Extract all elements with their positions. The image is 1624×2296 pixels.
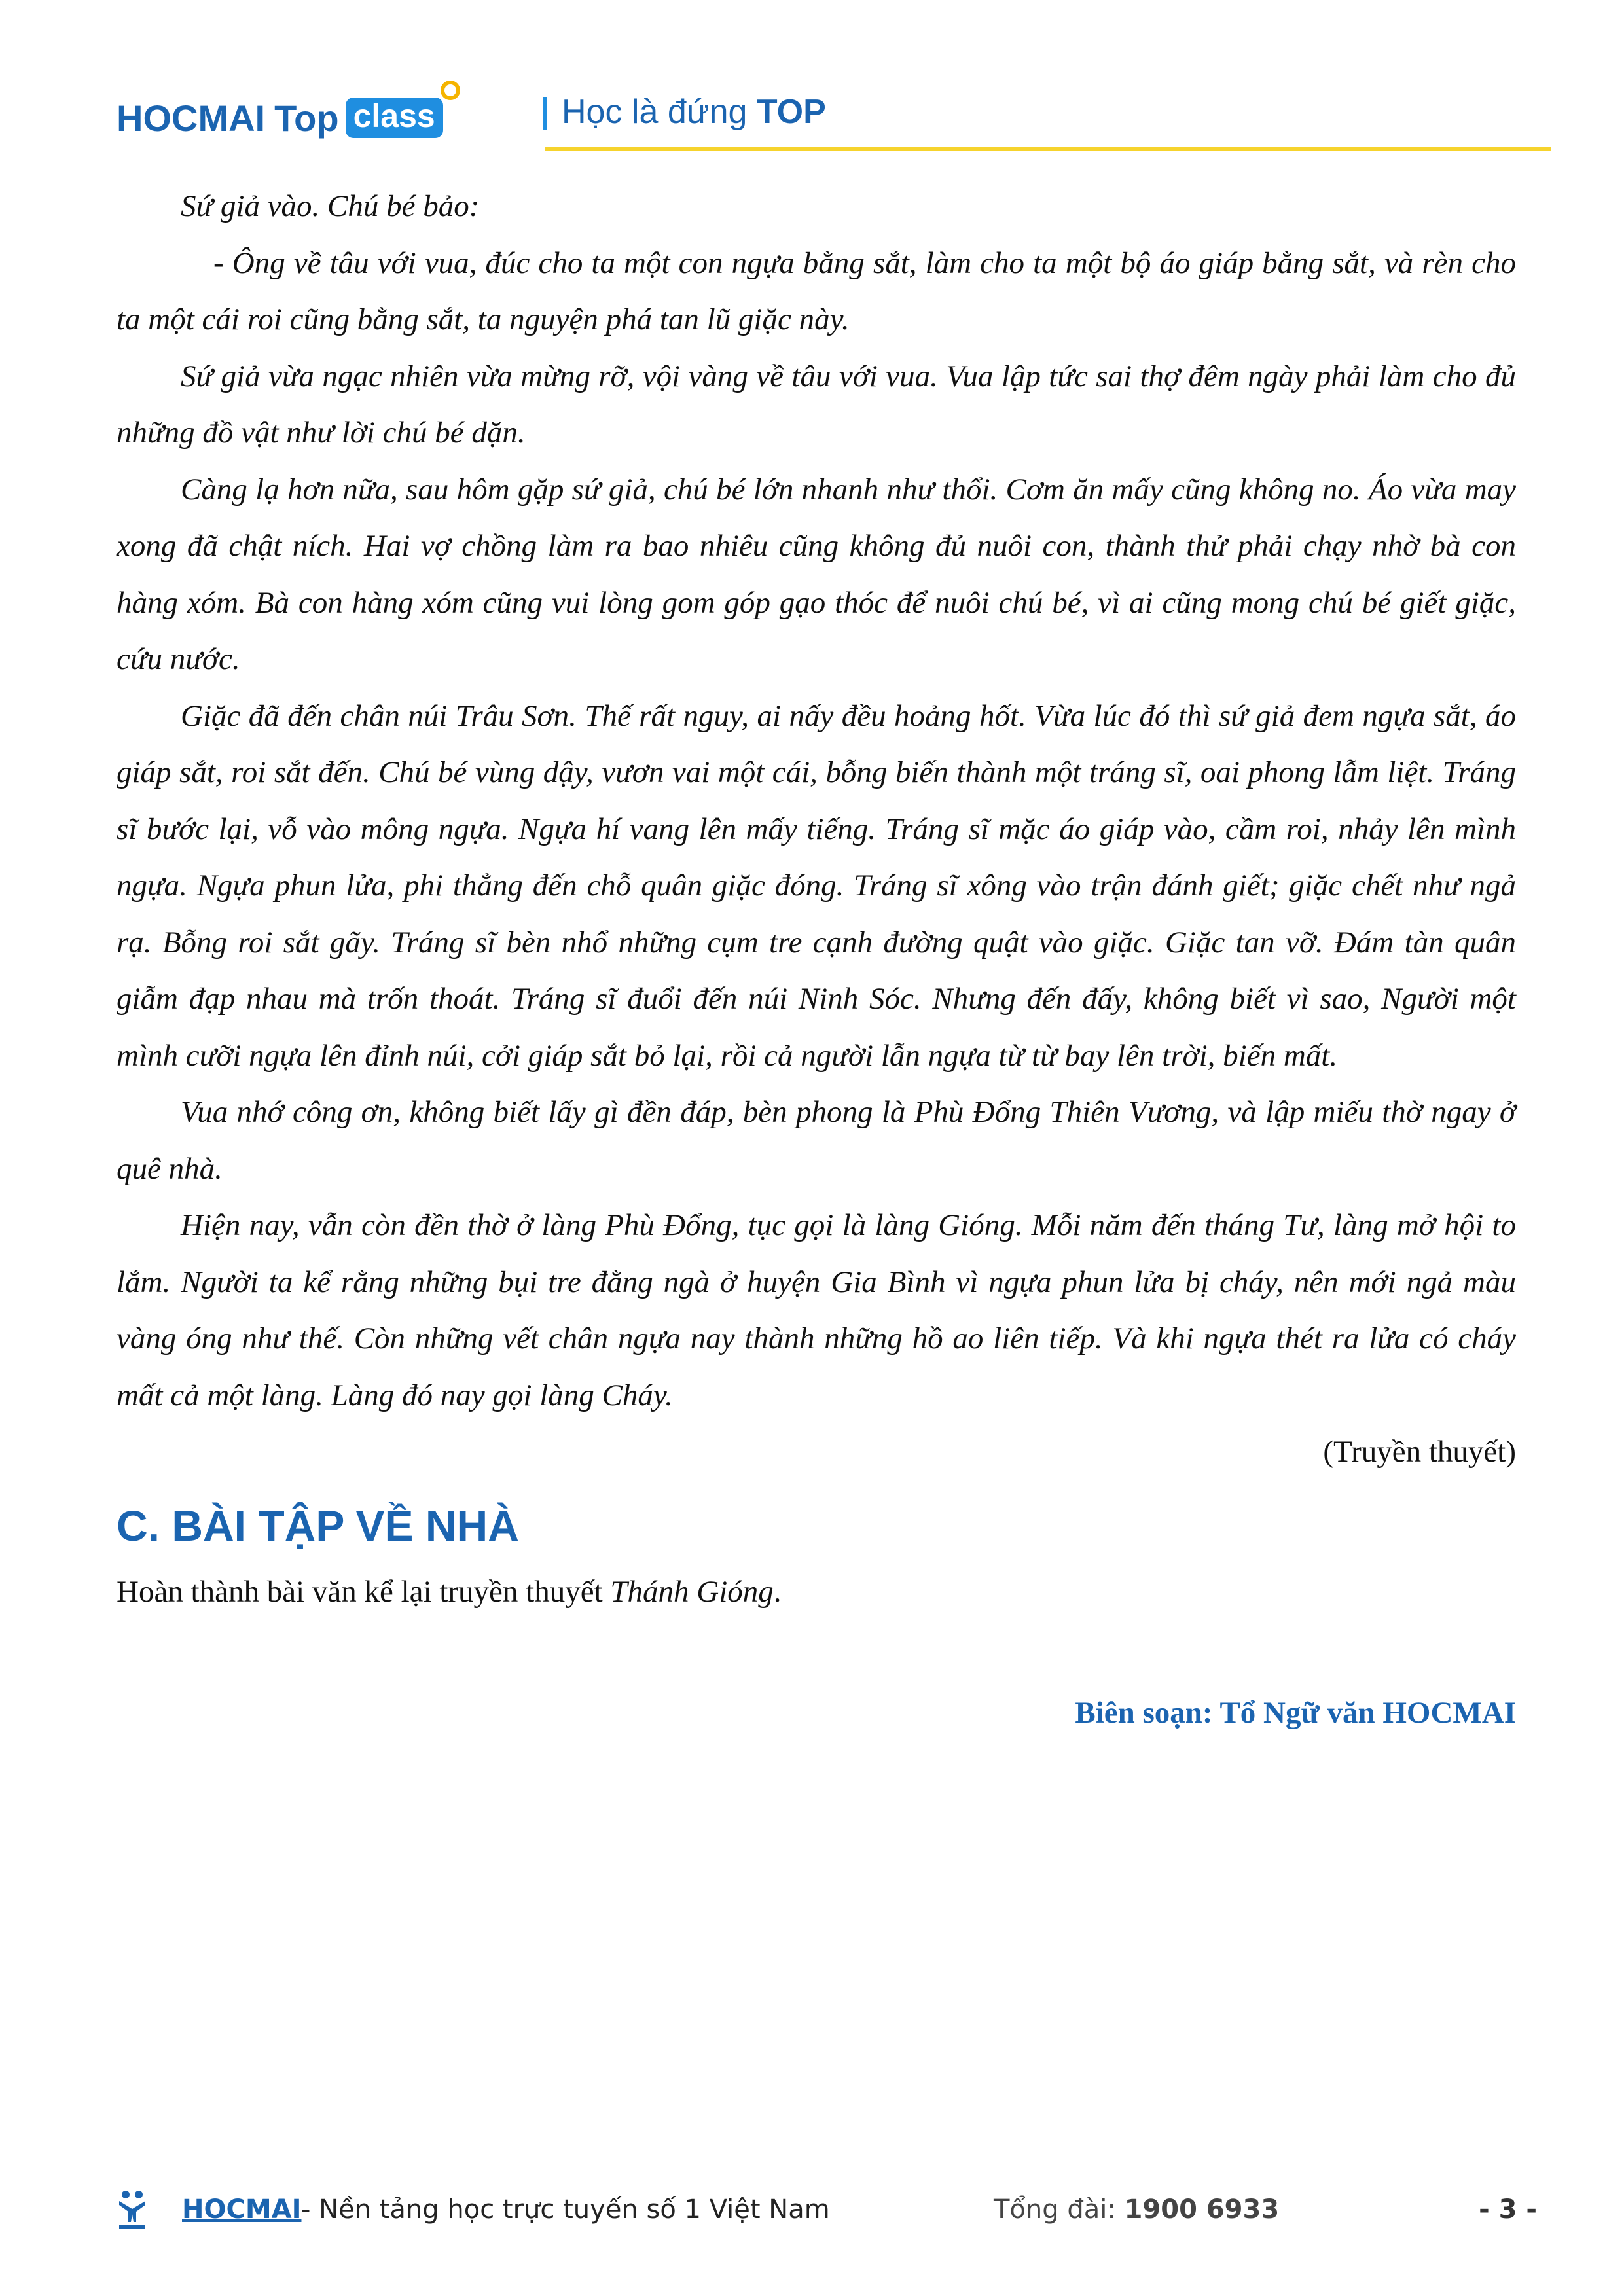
slogan-emphasis: TOP: [756, 93, 826, 131]
paragraph-4: Càng lạ hơn nữa, sau hôm gặp sứ giả, chú bé lớn nhanh như thổi. Cơm ăn mấy cũng không no. Áo vừa may xong đã chật ních. Hai vợ chồng làm ra bao nhiêu cũng không đủ nuôi con, thành thử phải chạy nhờ bà con hàng xóm. Bà con hàng xóm cũng vui lòng gom góp gạo thóc để nuôi chú bé, vì ai cũng mong chú bé giết giặc, cứu nước.: [117, 472, 1516, 676]
logo-brand-text: HOCMAI: [117, 97, 266, 139]
paragraph-2: - Ông về tâu với vua, đúc cho ta một con ngựa bằng sắt, làm cho ta một bộ áo giáp bằng sắt, và rèn cho ta một cái roi cũng bằng sắt, ta nguyện phá tan lũ giặc này.: [117, 245, 1516, 336]
page-footer: [117, 2189, 1537, 2229]
gear-icon: [441, 81, 460, 100]
paragraph-6: Vua nhớ công ơn, không biết lấy gì đền đáp, bèn phong là Phù Đổng Thiên Vương, và lập miếu thờ ngay ở quê nhà.: [117, 1095, 1516, 1186]
document-body: [117, 178, 1516, 1741]
page-number: - 3 -: [1479, 2195, 1537, 2225]
footer-brand-link[interactable]: HOCMAI: [182, 2195, 302, 2225]
header-separator: [543, 97, 547, 130]
footer-tagline: - Nền tảng học trực tuyến số 1 Việt Nam: [301, 2195, 830, 2225]
slogan-prefix: Học là đứng: [562, 93, 757, 131]
hocmai-topclass-logo[interactable]: [117, 85, 443, 151]
logo-class-badge: [346, 98, 443, 138]
hotline-number: 1900 6933: [1124, 2195, 1280, 2225]
logo-class-text: class: [353, 98, 435, 134]
homework-instruction: [117, 1562, 1516, 1622]
section-heading: C. BÀI TẬP VỀ NHÀ: [117, 1501, 519, 1550]
homework-end: .: [773, 1574, 782, 1609]
hocmai-people-icon: [117, 2189, 148, 2230]
paragraph-7: Hiện nay, vẫn còn đền thờ ở làng Phù Đổng, tục gọi là làng Gióng. Mỗi năm đến tháng Tư, làng mở hội to lắm. Người ta kể rằng những bụi tre đằng ngà ở huyện Gia Bình vì ngựa phun lửa bị cháy, nên mới ngả màu vàng óng như thế. Còn những vết chân ngựa nay thành những hồ ao liên tiếp. Và khi ngựa thét ra lửa có cháy mất cả một làng. Làng đó nay gọi làng Cháy.: [117, 1208, 1516, 1412]
paragraph-3: Sứ giả vừa ngạc nhiên vừa mừng rỡ, vội vàng về tâu với vua. Vua lập tức sai thợ đêm ngày phải làm cho đủ những đồ vật như lời chú bé dặn.: [117, 359, 1516, 450]
hotline-label: Tổng đài:: [994, 2195, 1125, 2225]
footer-hotline: [994, 2195, 1279, 2225]
author-credit: Biên soạn: Tổ Ngữ văn HOCMAI: [1075, 1695, 1516, 1730]
header-slogan: [562, 90, 826, 134]
logo-top-text: Top: [274, 97, 339, 139]
source-note: (Truyền thuyết): [1323, 1435, 1516, 1469]
homework-title: Thánh Gióng: [610, 1574, 774, 1609]
paragraph-5: Giặc đã đến chân núi Trâu Sơn. Thế rất nguy, ai nấy đều hoảng hốt. Vừa lúc đó thì sứ giả đem ngựa sắt, áo giáp sắt, roi sắt đến. Chú bé vùng dậy, vươn vai một cái, bỗng biến thành một tráng sĩ, oai phong lẫm liệt. Tráng sĩ bước lại, vỗ vào mông ngựa. Ngựa hí vang lên mấy tiếng. Tráng sĩ mặc áo giáp vào, cầm roi, nhảy lên mình ngựa. Ngựa phun lửa, phi thẳng đến chỗ quân giặc đóng. Tráng sĩ xông vào trận đánh giết; giặc chết như ngả rạ. Bỗng roi sắt gãy. Tráng sĩ bèn nhổ những cụm tre cạnh đường quật vào giặc. Giặc tan vỡ. Đám tàn quân giẫm đạp nhau mà trốn thoát. Tráng sĩ đuổi đến núi Ninh Sóc. Nhưng đến đấy, không biết vì sao, Người một mình cưỡi ngựa lên đỉnh núi, cởi giáp sắt bỏ lại, rồi cả người lẫn ngựa từ từ bay lên trời, biến mất.: [117, 698, 1516, 1073]
homework-text: Hoàn thành bài văn kể lại truyền thuyết: [117, 1574, 611, 1609]
paragraph-1: Sứ giả vào. Chú bé bảo:: [181, 189, 480, 223]
header-underline: [545, 147, 1551, 151]
